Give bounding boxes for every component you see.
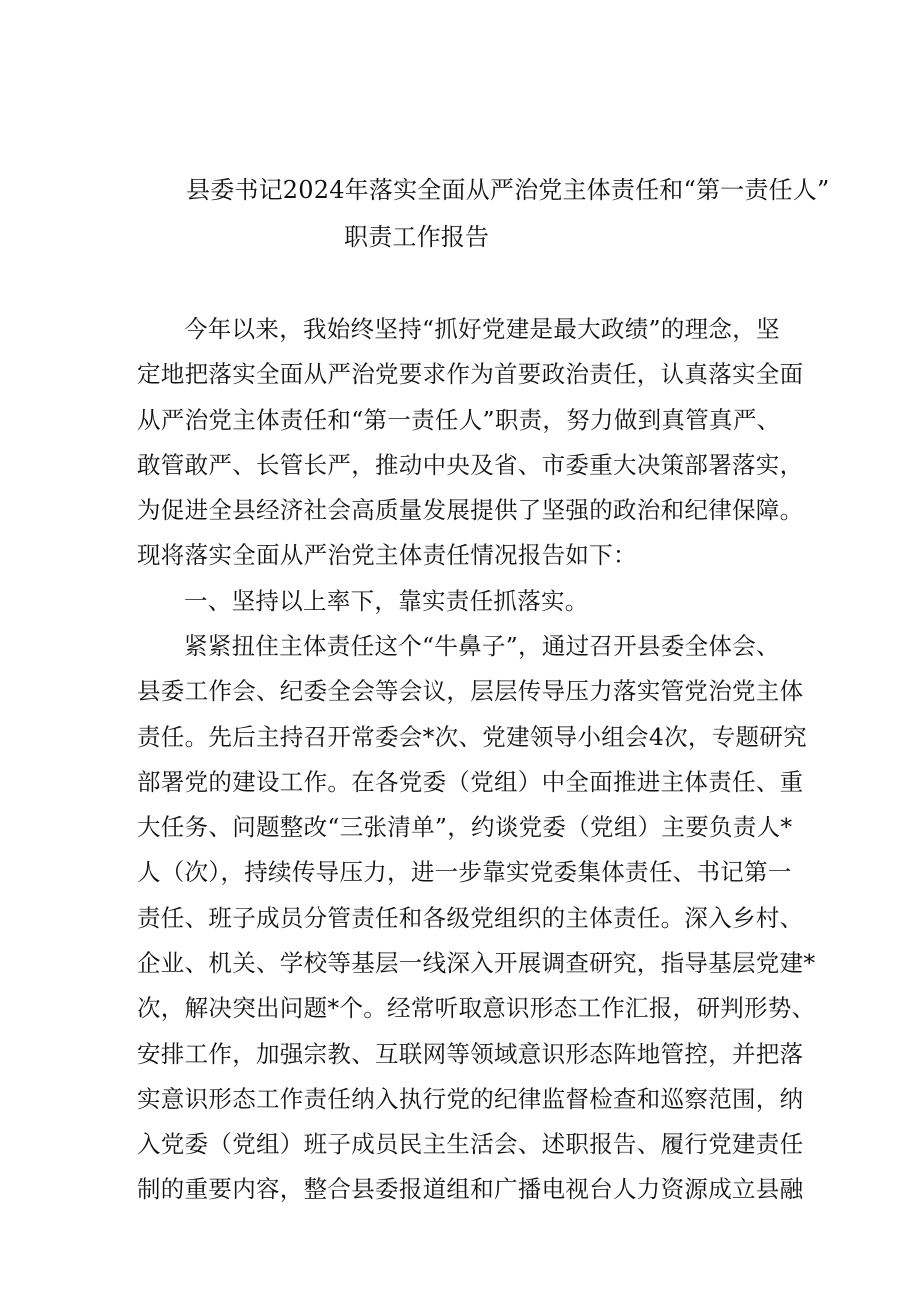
paragraph-line: 入党委（党组）班子成员民主生活会、述职报告、履行党建责任 <box>137 1130 804 1158</box>
paragraph-line: 县委工作会、纪委全会等会议，层层传导压力落实管党治党主体 <box>137 677 804 705</box>
paragraph-line: 定地把落实全面从严治党要求作为首要政治责任，认真落实全面 <box>137 360 804 388</box>
paragraph-line: 人（次），持续传导压力，进一步靠实党委集体责任、书记第一 <box>137 858 792 886</box>
paragraph-line: 制的重要内容，整合县委报道组和广播电视台人力资源成立县融 <box>137 1175 804 1203</box>
paragraph-line: 今年以来，我始终坚持“抓好党建是最大政绩”的理念，坚 <box>184 315 780 343</box>
paragraph-line: 责任。先后主持召开常委会*次、党建领导小组会4次，专题研究 <box>137 723 807 751</box>
paragraph-line: 次，解决突出问题*个。经常听取意识形态工作汇报，研判形势、 <box>137 994 816 1022</box>
paragraph-line: 现将落实全面从严治党主体责任情况报告如下： <box>137 541 637 569</box>
paragraph-line: 企业、机关、学校等基层一线深入开展调查研究，指导基层党建* <box>137 949 816 977</box>
paragraph-line: 为促进全县经济社会高质量发展提供了坚强的政治和纪律保障。 <box>137 496 804 524</box>
paragraph-line: 从严治党主体责任和“第一责任人”职责，努力做到真管真严、 <box>137 406 781 434</box>
paragraph-line: 责任、班子成员分管责任和各级党组织的主体责任。深入乡村、 <box>137 904 804 932</box>
paragraph-line: 大任务、问题整改“三张清单”，约谈党委（党组）主要负责人* <box>137 813 793 841</box>
paragraph-line: 安排工作，加强宗教、互联网等领域意识形态阵地管控，并把落 <box>137 1040 804 1068</box>
paragraph-line: 敢管敢严、长管长严，推动中央及省、市委重大决策部署落实， <box>137 451 804 479</box>
section-heading: 一、坚持以上率下，靠实责任抓落实。 <box>184 587 589 615</box>
paragraph-line: 部署党的建设工作。在各党委（党组）中全面推进主体责任、重 <box>137 768 804 796</box>
paragraph-line: 实意识形态工作责任纳入执行党的纪律监督检查和巡察范围，纳 <box>137 1085 804 1113</box>
paragraph-line: 紧紧扭住主体责任这个“牛鼻子”，通过召开县委全体会、 <box>184 632 780 660</box>
document-title-line-2: 职责工作报告 <box>344 223 490 251</box>
document-title-line-1: 县委书记2024年落实全面从严治党主体责任和“第一责任人” <box>186 176 830 204</box>
